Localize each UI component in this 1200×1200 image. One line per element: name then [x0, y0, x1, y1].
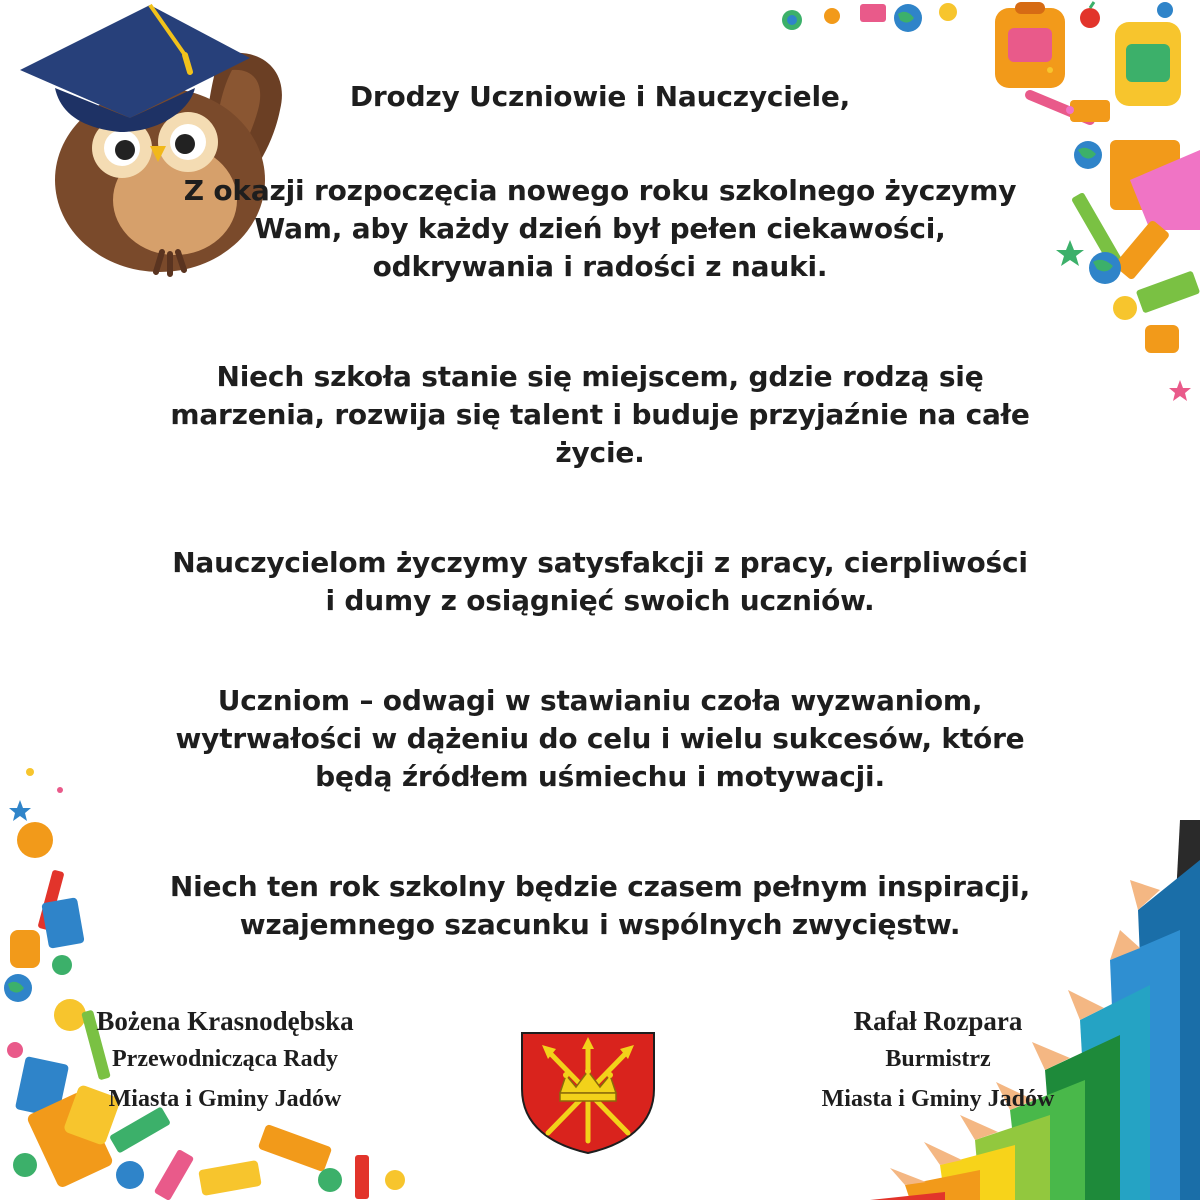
signature-right: [738, 1003, 1138, 1119]
paragraph-line: wytrwałości w dążeniu do celu i wielu sukcesów, które: [175, 722, 1025, 755]
signature-organization: Miasta i Gminy Jadów: [108, 1086, 342, 1112]
coat-of-arms-icon: [520, 1031, 656, 1155]
signature-name: Rafał Rozpara: [853, 1006, 1023, 1036]
signature-title: Burmistrz: [885, 1046, 991, 1072]
letter-paragraph-4: [120, 682, 1080, 796]
paragraph-line: wzajemnego szacunku i wspólnych zwycięstw.: [239, 908, 961, 941]
paragraph-line: odkrywania i radości z nauki.: [372, 250, 828, 283]
school-supplies-cluster-icon: [0, 760, 420, 1200]
signature-title: Przewodnicząca Rady: [112, 1046, 338, 1072]
letter-greeting: [120, 78, 1080, 116]
letter-paragraph-3: [120, 544, 1080, 620]
letter-paragraph-2: [120, 358, 1080, 472]
paragraph-line: marzenia, rozwija się talent i buduje przyjaźnie na całe: [170, 398, 1030, 431]
paragraph-line: Z okazji rozpoczęcia nowego roku szkolnego życzymy: [183, 174, 1017, 207]
greeting-text: Drodzy Uczniowie i Nauczyciele,: [349, 80, 851, 113]
signature-organization: Miasta i Gminy Jadów: [821, 1086, 1055, 1112]
paragraph-line: Wam, aby każdy dzień był pełen ciekawości,: [254, 212, 946, 245]
paragraph-line: i dumy z osiągnięć swoich uczniów.: [325, 584, 875, 617]
paragraph-line: Uczniom – odwagi w stawianiu czoła wyzwaniom,: [217, 684, 983, 717]
paragraph-line: życie.: [555, 436, 645, 469]
paragraph-line: Niech ten rok szkolny będzie czasem pełnym inspiracji,: [169, 870, 1031, 903]
signature-left: [25, 1003, 425, 1119]
signature-name: Bożena Krasnodębska: [96, 1006, 354, 1036]
paragraph-line: Niech szkoła stanie się miejscem, gdzie rodzą się: [216, 360, 984, 393]
paragraph-line: Nauczycielom życzymy satysfakcji z pracy, cierpliwości: [172, 546, 1028, 579]
paragraph-line: będą źródłem uśmiechu i motywacji.: [315, 760, 885, 793]
letter-paragraph-1: [120, 172, 1080, 286]
letter-paragraph-5: [120, 868, 1080, 944]
